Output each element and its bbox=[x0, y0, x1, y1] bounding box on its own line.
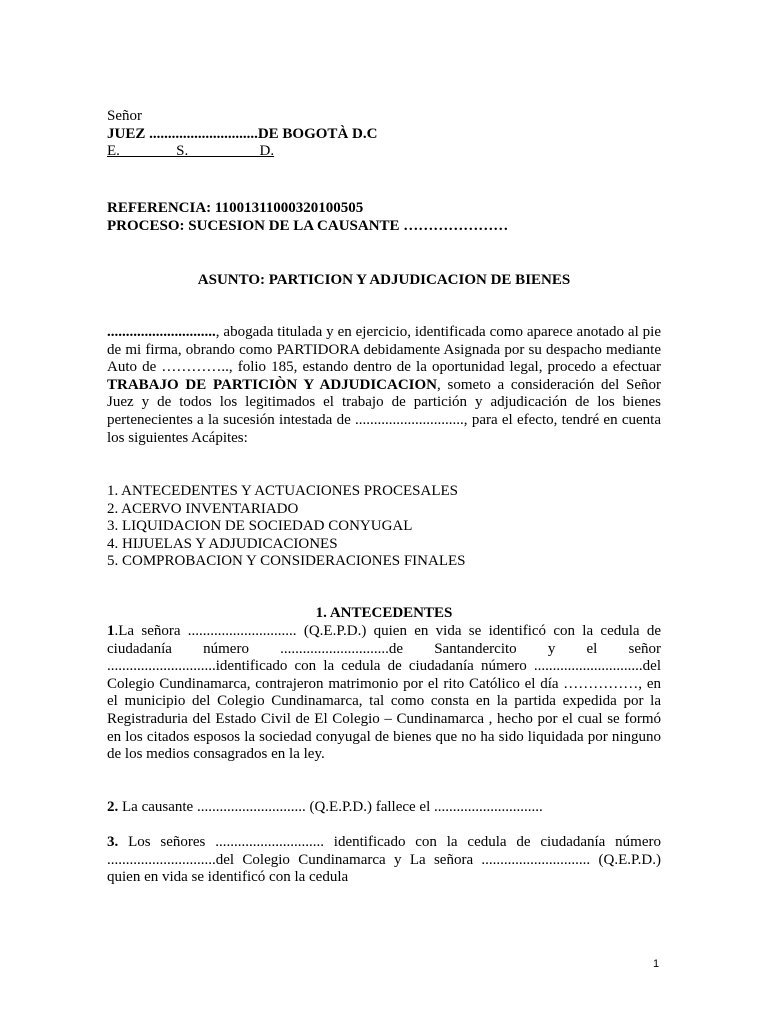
reference-block bbox=[107, 200, 661, 235]
intro-text-1: , abogada titulada y en ejercicio, identificada como aparece anotado al pie de mi firma, obrando como PARTIDORA debidamente Asignada por su despacho mediante Auto de ………….., folio 185, estando dentro de la oportunidad legal, procedo a efectuar bbox=[107, 324, 661, 376]
list-item: 2. ACERVO INVENTARIADO bbox=[107, 500, 299, 517]
list-item: 3. LIQUIDACION DE SOCIEDAD CONYUGAL bbox=[107, 518, 413, 535]
chapter-list bbox=[107, 483, 661, 571]
attorney-name-blank: ............................. bbox=[107, 324, 216, 340]
section-heading: 1. ANTECEDENTES bbox=[315, 605, 453, 621]
reference-number: REFERENCIA: 11001311000320100505 bbox=[107, 200, 364, 216]
list-item: 4. HIJUELAS Y ADJUDICACIONES bbox=[107, 535, 338, 552]
paragraph-text: Los señores ............................. identificado con la cedula de ciudadanía número .............................del Colegio Cundinamarca y La señora ............................. (Q.E.P.D.) quien en vida se identificó con la cedula bbox=[107, 834, 661, 886]
page-number: 1 bbox=[652, 958, 660, 970]
paragraph-number: 2. bbox=[107, 799, 119, 815]
paragraph-number: 1 bbox=[107, 623, 115, 639]
paragraph-number: 3. bbox=[107, 834, 119, 850]
section-paragraph-3 bbox=[107, 834, 661, 887]
paragraph-text: La causante ............................. (Q.E.P.D.) fallece el ............................. bbox=[118, 799, 543, 815]
process-line: PROCESO: SUCESION DE LA CAUSANTE ………………… bbox=[107, 217, 509, 234]
subject-heading: ASUNTO: PARTICION Y ADJUDICACION DE BIENES bbox=[197, 272, 571, 288]
list-item: 1. ANTECEDENTES Y ACTUACIONES PROCESALES bbox=[107, 483, 458, 499]
paragraph-text: .La señora ............................. (Q.E.P.D.) quien en vida se identificó con la cedula de ciudadanía número .............................de Santandercito y el señor .............................identificado con la cedula de ciudadanía número .............................del Colegio Cundinamarca, contrajeron matrimonio por el rito Católico el día ……………, en el municipio del Colegio Cundinamarca, tal como consta en la partida expedida por la Registraduria del Estado Civil de El Colegio – Cundinamarca , hecho por el cual se formó en los citados esposos la sociedad conyugal de bienes que no ha sido liquidada por ninguno de los medios consagrados en la ley. bbox=[107, 623, 661, 763]
intro-bold-text: TRABAJO DE PARTICIÒN Y ADJUDICACION bbox=[107, 376, 438, 393]
salutation: Señor bbox=[107, 108, 142, 124]
intro-paragraph bbox=[107, 324, 661, 447]
judge-line: JUEZ .............................DE BOGOTÀ D.C bbox=[107, 125, 378, 142]
section-paragraph-1 bbox=[107, 623, 661, 764]
addressee-block bbox=[107, 108, 661, 161]
esd-line: E. S. D. bbox=[107, 143, 275, 160]
list-item: 5. COMPROBACION Y CONSIDERACIONES FINALES bbox=[107, 553, 466, 570]
intro-text-2: , someto a consideración del Señor Juez y de todos los legitimados el trabajo de partición y adjudicación de los bienes pertenecientes a la sucesión intestada de ............................., para el efecto, tendré en cuenta los siguientes Acápites: bbox=[107, 376, 662, 446]
section-paragraph-2 bbox=[107, 799, 661, 817]
